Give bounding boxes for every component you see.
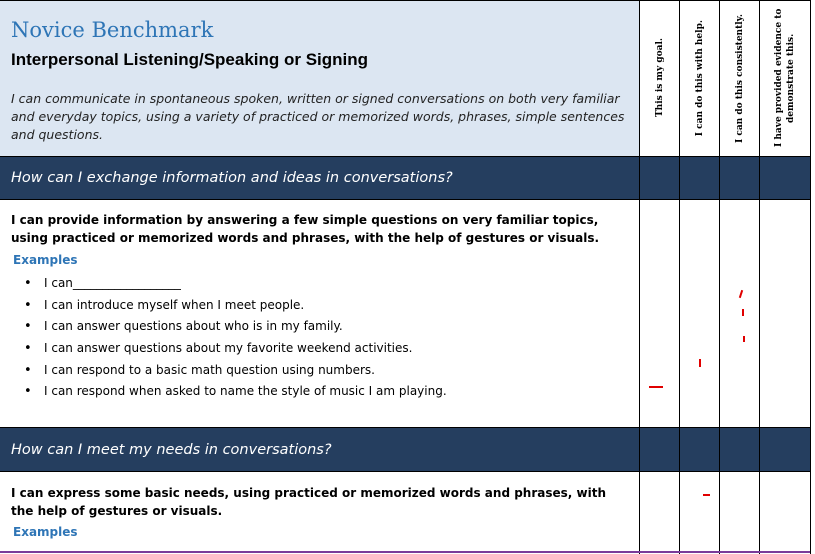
column-header-goal: This is my goal. (640, 0, 680, 156)
handwritten-mark (703, 494, 710, 496)
list-item: • I can introduce myself when I meet people. (22, 295, 447, 317)
list-item: • I can__________________ (22, 273, 447, 295)
section-statement-exchange-info: I can provide information by answering a few simple questions on very familiar topics, using practiced or memorized words and phrases, with the help of gestures or visuals. (11, 213, 600, 245)
list-item: • I can answer questions about my favorite weekend activities. (22, 338, 447, 360)
handwritten-mark (739, 290, 743, 298)
handwritten-mark (649, 386, 663, 388)
grid-divider (0, 156, 810, 157)
column-header-evidence: I have provided evidence to demonstrate this. (760, 0, 810, 156)
grid-divider (0, 199, 810, 200)
list-item: • I can answer questions about who is in my family. (22, 316, 447, 338)
examples-label-2: Examples (13, 525, 78, 539)
handwritten-mark (742, 309, 744, 316)
grid-divider (0, 427, 810, 428)
column-header-with-help: I can do this with help. (680, 0, 720, 156)
benchmark-description: I can communicate in spontaneous spoken, written or signed conversations on both very familiar and everyday topics, using a variety of practiced or memorized words, phrases, simple sentences and questions. (11, 91, 625, 142)
examples-label: Examples (13, 253, 78, 267)
section-statement-meet-needs: I can express some basic needs, using practiced or memorized words and phrases, with the help of gestures or visuals. (11, 486, 606, 518)
page-subtitle: Interpersonal Listening/Speaking or Signing (11, 50, 369, 69)
grid-divider (0, 471, 810, 472)
section-heading-meet-needs: How can I meet my needs in conversations? (0, 428, 810, 471)
page-title: Novice Benchmark (11, 18, 214, 42)
section-heading-exchange-info: How can I exchange information and ideas in conversations? (0, 157, 810, 199)
list-item: • I can respond to a basic math question using numbers. (22, 360, 447, 382)
examples-list (22, 273, 447, 403)
column-header-consistently: I can do this consistently. (720, 0, 760, 156)
handwritten-mark (743, 336, 745, 342)
bottom-border (0, 551, 810, 553)
grid-divider (810, 0, 811, 554)
handwritten-mark (699, 359, 701, 367)
list-item: • I can respond when asked to name the style of music I am playing. (22, 381, 447, 403)
grid-divider (0, 0, 810, 1)
